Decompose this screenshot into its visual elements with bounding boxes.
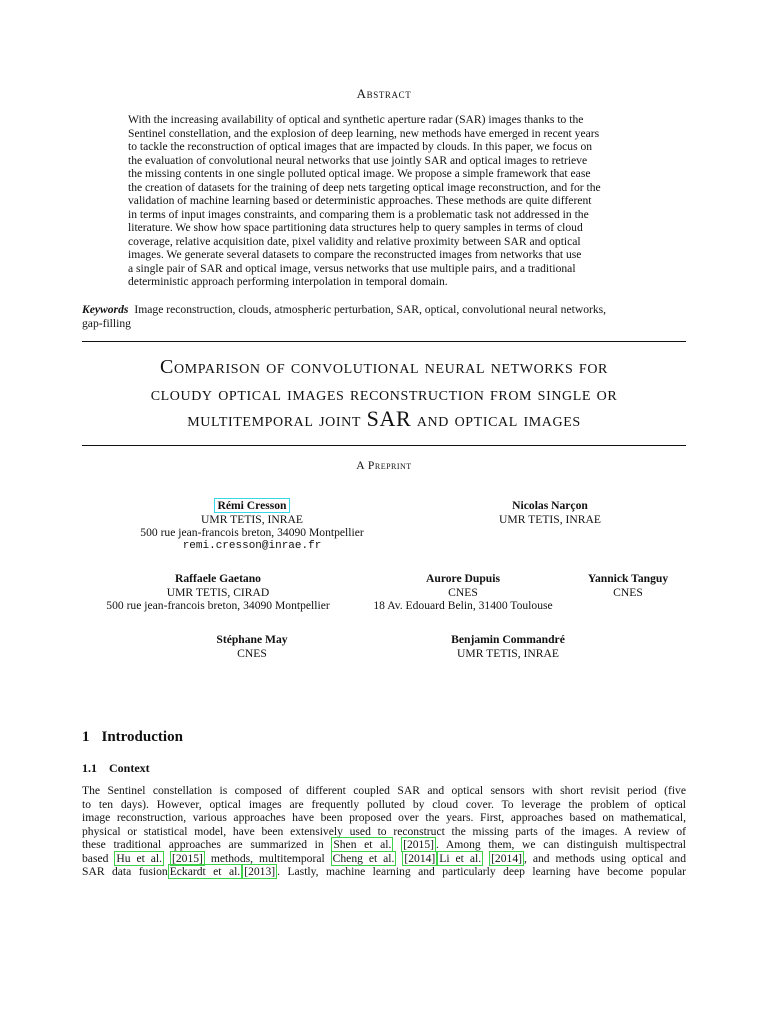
title-part: and optical images <box>416 409 581 431</box>
author-address: 18 Av. Edouard Belin, 31400 Toulouse <box>373 599 553 612</box>
author-name: Aurore Dupuis <box>426 572 500 585</box>
author-block <box>90 572 346 613</box>
author-block <box>578 572 678 599</box>
author-name: Raffaele Gaetano <box>175 572 261 585</box>
abstract-line: images. We generate several datasets to compare the reconstructed images from networks that use <box>128 248 582 261</box>
title-top-rule <box>82 341 686 342</box>
body-line <box>82 838 686 852</box>
abstract-line: the evaluation of convolutional neural networks that use jointly SAR and optical images to retrieve <box>128 153 588 167</box>
abstract-line: deterministic approach performing interpolation in temporal domain. <box>128 275 448 288</box>
subsection-title: Context <box>109 761 150 775</box>
subsection-number: 1.1 <box>82 761 97 775</box>
abstract-line: literature. We show how space partitioning data structures help to query samples in terms of cloud <box>128 221 583 234</box>
body-line <box>82 852 686 866</box>
keywords-text: Image reconstruction, clouds, atmospheric perturbation, SAR, optical, convolutional neural networks, <box>134 303 607 316</box>
abstract-line: the missing contents in one single polluted optical image. We propose a simple framework that ease <box>128 167 591 180</box>
author-name: Benjamin Commandré <box>451 633 565 646</box>
body-text: these traditional approaches are summarized in <box>82 838 324 851</box>
body-line: physical or statistical model, have been extensively used to reconstruct the missing parts of the images. A review of <box>82 824 686 838</box>
author-name[interactable]: Rémi Cresson <box>214 498 289 513</box>
citation-link[interactable]: Eckardt et al. <box>169 865 241 878</box>
author-block <box>460 499 640 526</box>
paper-title-line-2: cloudy optical images reconstruction from single or <box>150 383 618 405</box>
author-affiliation: UMR TETIS, INRAE <box>499 512 601 526</box>
preprint-label: A Preprint <box>356 459 412 472</box>
title-bottom-rule <box>82 445 686 446</box>
paper-title-line-3 <box>0 405 768 434</box>
author-address: 500 rue jean-francois breton, 34090 Montpellier <box>140 526 364 539</box>
citation-link[interactable]: Li et al. <box>439 851 482 865</box>
title-part: multitemporal joint <box>187 409 362 431</box>
body-text: methods, multitemporal <box>210 851 325 865</box>
body-text: , and methods using optical and <box>523 851 687 865</box>
abstract-line: a single pair of SAR and optical image, versus networks that use multiple pairs, and a traditional <box>128 261 576 275</box>
abstract-heading: Abstract <box>356 86 412 101</box>
abstract-line: Sentinel constellation, and the explosion of deep learning, new methods have emerged in recent years <box>128 126 600 140</box>
body-text: . Among them, we can distinguish multispectral <box>436 838 686 851</box>
citation-link[interactable]: [2015] <box>403 838 434 851</box>
author-name: Yannick Tanguy <box>587 572 669 585</box>
keywords-label: Keywords <box>82 303 129 316</box>
body-line: image reconstruction, various approaches have been proposed over the years. First, approaches based on mathematical, <box>82 811 686 824</box>
author-name: Nicolas Narçon <box>512 499 588 512</box>
citation-link[interactable]: Shen et al. <box>333 838 392 851</box>
section-number: 1 <box>82 729 90 745</box>
body-text: based <box>82 851 109 865</box>
abstract-line: the creation of datasets for the training of deep nets targeting optical image reconstruction, and for the <box>128 180 601 194</box>
abstract-line: in terms of input images constraints, and comparing them is a problematic task not addressed in the <box>128 207 589 221</box>
author-affiliation: CNES <box>613 585 643 599</box>
citation-link[interactable]: Cheng et al. <box>332 851 395 865</box>
author-block <box>356 572 570 613</box>
keywords-line-2: gap-filling <box>82 317 131 330</box>
abstract-line: to tackle the reconstruction of optical images that are impacted by clouds. In this paper, we focus on <box>128 140 593 153</box>
body-line: The Sentinel constellation is composed of different coupled SAR and optical sensors with short revisit period (five <box>82 784 686 797</box>
section-title: Introduction <box>101 729 183 745</box>
body-text: SAR data fusion <box>82 865 168 878</box>
paper-title-line-1: Comparison of convolutional neural networks for <box>160 356 608 378</box>
body-line <box>82 865 686 879</box>
abstract-line: coverage, relative acquisition date, pixel validity and relative proximity between SAR and optical <box>128 234 581 248</box>
author-block <box>140 499 364 553</box>
author-name: Stéphane May <box>216 633 288 646</box>
abstract-line: validation of machine learning based or deterministic approaches. These methods are quite different <box>128 194 592 207</box>
citation-link[interactable]: [2014] <box>491 851 522 865</box>
title-sar: SAR <box>366 406 412 431</box>
citation-link[interactable]: [2015] <box>172 851 203 865</box>
author-block <box>418 633 598 660</box>
citation-link[interactable]: [2013] <box>244 865 276 878</box>
body-line: to ten days). However, optical images are frequently polluted by cloud cover. To leverage the problem of optical <box>82 797 686 811</box>
author-affiliation: CNES <box>237 646 267 660</box>
author-affiliation: UMR TETIS, INRAE <box>201 512 303 526</box>
author-affiliation: UMR TETIS, INRAE <box>457 646 559 660</box>
citation-link[interactable]: [2014] <box>404 851 436 865</box>
subsection-heading <box>82 761 150 776</box>
abstract-line: With the increasing availability of optical and synthetic aperture radar (SAR) images thanks to the <box>128 113 584 126</box>
author-affiliation: CNES <box>448 585 478 599</box>
author-affiliation: UMR TETIS, CIRAD <box>166 585 270 599</box>
body-text: . Lastly, machine learning and particularly deep learning have become popular <box>277 865 686 878</box>
section-heading <box>82 729 183 746</box>
author-address: 500 rue jean-francois breton, 34090 Montpellier <box>106 599 330 612</box>
author-block <box>190 633 314 660</box>
keywords-line <box>82 303 688 317</box>
author-email: remi.cresson@inrae.fr <box>182 539 322 552</box>
citation-link[interactable]: Hu et al. <box>116 851 163 865</box>
